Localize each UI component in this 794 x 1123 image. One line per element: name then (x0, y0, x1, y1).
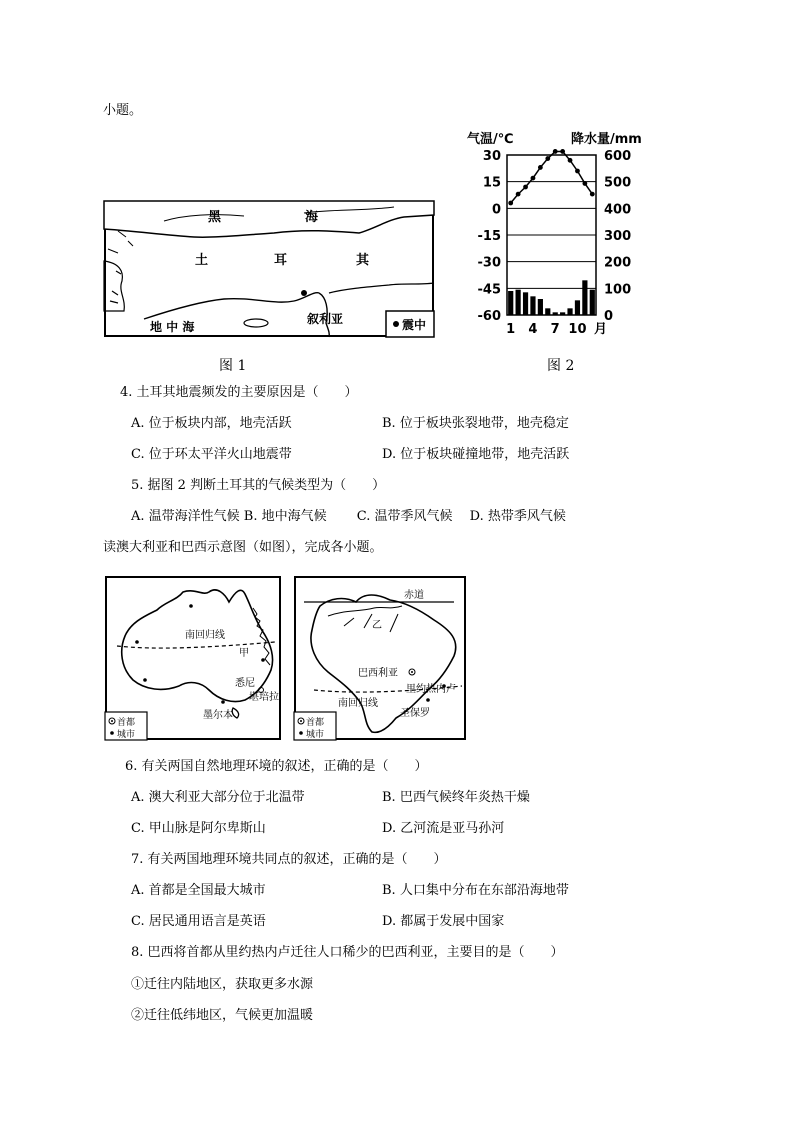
q8-option-2[interactable]: ②迁往低纬地区，气候更加温暖 (131, 1008, 314, 1023)
q7-stem: 7. 有关两国地理环境共同点的叙述，正确的是（ ） (131, 852, 447, 867)
y-tick-right: 100 (604, 282, 632, 298)
temperature-point (523, 185, 528, 190)
y-tick-right: 0 (604, 309, 614, 324)
precip-axis-label: 降水量/mm (571, 132, 642, 147)
q6-option-b[interactable]: B. 巴西气候终年炎热干燥 (382, 790, 530, 805)
fig2-caption: 图 2 (547, 358, 575, 374)
y-tick-right: 600 (604, 149, 632, 164)
y-tick-left: -15 (477, 229, 501, 244)
q6-option-d[interactable]: D. 乙河流是亚马孙河 (382, 821, 505, 836)
y-tick-left: 0 (491, 202, 501, 218)
climate-chart (465, 128, 645, 343)
y-tick-left: 15 (482, 175, 501, 191)
legend-label: 震中 (402, 318, 427, 332)
q5-stem: 5. 据图 2 判断土耳其的气候类型为（ ） (131, 478, 386, 493)
aus-canberra-label: 堪培拉 (249, 692, 279, 703)
precip-bar (590, 290, 595, 315)
temperature-point (516, 192, 521, 197)
x-tick: 1 (506, 322, 516, 337)
label-tu: 土 (195, 253, 209, 268)
aus-sydney-label: 悉尼 (235, 678, 255, 689)
temperature-point (568, 158, 573, 163)
q8-stem: 8. 巴西将首都从里约热内卢迁往人口稀少的巴西利亚，主要目的是（ ） (131, 945, 564, 960)
temperature-point (553, 149, 558, 154)
q4-option-d[interactable]: D. 位于板块碰撞地带，地壳活跃 (382, 447, 570, 462)
precip-bar (575, 300, 580, 315)
temperature-line (511, 151, 593, 203)
precip-bar (523, 292, 528, 315)
legend-epicenter-icon (393, 321, 399, 327)
bra-rio-label: 里约热内卢 (406, 684, 456, 695)
q7-option-b[interactable]: B. 人口集中分布在东部沿海地带 (382, 883, 569, 898)
temperature-point (590, 192, 595, 197)
precip-bar (560, 312, 565, 315)
q6-option-c[interactable]: C. 甲山脉是阿尔卑斯山 (131, 821, 266, 836)
label-syria: 叙利亚 (307, 312, 344, 326)
precip-bar (545, 308, 550, 315)
aus-legend-capital: 首都 (117, 718, 136, 728)
x-tick: 7 (550, 322, 560, 337)
turkey-map-drawing (104, 201, 434, 337)
label-qi: 其 (356, 253, 370, 268)
x-tick: 10 (568, 322, 587, 337)
precip-bar (567, 308, 572, 315)
label-er: 耳 (274, 253, 288, 268)
q7-option-d[interactable]: D. 都属于发展中国家 (382, 914, 505, 929)
precip-bar (553, 312, 558, 315)
temperature-point (575, 169, 580, 174)
aus-jia-label: 甲 (239, 648, 249, 659)
aus-melbourne-label: 墨尔本 (203, 710, 233, 721)
y-tick-right: 400 (604, 202, 632, 218)
y-tick-left: -60 (477, 309, 501, 324)
temperature-point (508, 201, 513, 206)
precip-bar (508, 291, 513, 315)
month-unit-label: 月 (594, 322, 608, 337)
turkey-map (104, 201, 434, 337)
intro2: 读澳大利亚和巴西示意图（如图），完成各小题。 (103, 540, 383, 555)
q7-option-a[interactable]: A. 首都是全国最大城市 (131, 883, 266, 898)
q5-options[interactable]: A. 温带海洋性气候 B. 地中海气候 C. 温带季风气候 D. 热带季风气候 (131, 509, 566, 524)
precip-bar (582, 280, 587, 315)
x-tick: 4 (528, 322, 538, 337)
q4-option-a[interactable]: A. 位于板块内部，地壳活跃 (131, 416, 292, 431)
q4-option-b[interactable]: B. 位于板块张裂地带，地壳稳定 (382, 416, 569, 431)
australia-map-drawing (105, 576, 281, 740)
bra-legend-city: 城市 (306, 730, 325, 740)
bra-saopaulo-label: 圣保罗 (400, 708, 430, 719)
temperature-point (545, 156, 550, 161)
intro-tail: 小题。 (103, 103, 143, 118)
q6-option-a[interactable]: A. 澳大利亚大部分位于北温带 (131, 790, 305, 805)
temperature-point (582, 181, 587, 186)
temperature-point (560, 149, 565, 154)
aus-legend-city: 城市 (117, 730, 136, 740)
label-med: 地 中 海 (150, 320, 195, 334)
y-tick-right: 500 (604, 175, 632, 191)
temperature-point (538, 165, 543, 170)
precip-bar (516, 290, 521, 315)
label-black-sea-1: 黑 (208, 210, 222, 225)
bra-equator-label: 赤道 (404, 590, 424, 601)
australia-map (105, 576, 281, 740)
q4-option-c[interactable]: C. 位于环太平洋火山地震带 (131, 447, 292, 462)
y-tick-left: -30 (477, 255, 501, 271)
q6-stem: 6. 有关两国自然地理环境的叙述，正确的是（ ） (125, 759, 428, 774)
q4-stem: 4. 土耳其地震频发的主要原因是（ ） (120, 385, 358, 400)
y-tick-left: -45 (477, 282, 501, 298)
temperature-point (531, 176, 536, 181)
melbourne-marker (221, 700, 225, 704)
brazil-map (294, 576, 466, 740)
bra-tropic-label: 南回归线 (338, 698, 378, 709)
q7-option-c[interactable]: C. 居民通用语言是英语 (131, 914, 266, 929)
temp-axis-label: 气温/℃ (467, 132, 514, 147)
y-tick-left: 30 (482, 149, 501, 164)
bra-legend-capital: 首都 (306, 718, 325, 728)
aus-tropic-label: 南回归线 (185, 630, 225, 641)
precip-bar (530, 296, 535, 315)
epicenter-marker (301, 290, 307, 296)
fig1-caption: 图 1 (219, 358, 247, 374)
label-black-sea-2: 海 (305, 210, 319, 225)
bra-brasilia-label: 巴西利亚 (358, 668, 398, 679)
brazil-map-drawing (294, 576, 466, 740)
precip-bar (538, 299, 543, 315)
q8-option-1[interactable]: ①迁往内陆地区，获取更多水源 (131, 977, 314, 992)
y-tick-right: 300 (604, 229, 632, 244)
y-tick-right: 200 (604, 255, 632, 271)
bra-yi-label: 乙 (372, 620, 382, 631)
